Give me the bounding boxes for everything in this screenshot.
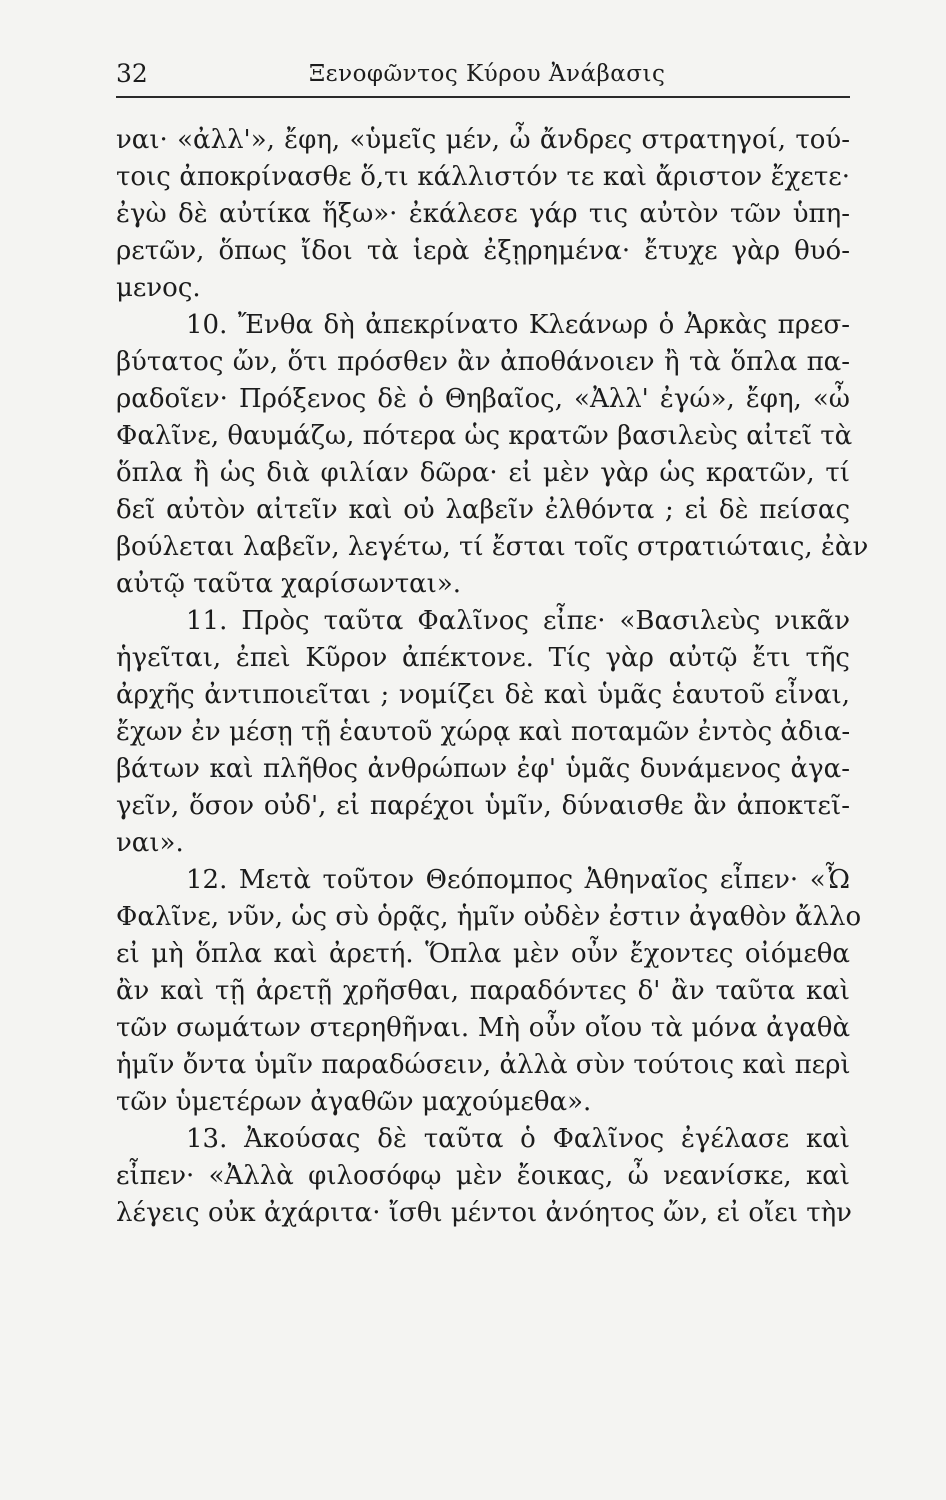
- text-line: εἶπεν· «Ἀλλὰ φιλοσόφῳ μὲν ἔοικας, ὦ νεανίσκε, καὶ: [116, 1161, 850, 1191]
- text-line: τῶν σωμάτων στερηθῆναι. Μὴ οὖν οἴου τὰ μόνα ἀγαθὰ: [116, 1013, 850, 1043]
- text-line: ἡγεῖται, ἐπεὶ Κῦρον ἀπέκτονε. Τίς γὰρ αὐτῷ ἔτι τῆς: [116, 643, 850, 673]
- text-line: Φαλῖνε, νῦν, ὡς σὺ ὁρᾷς, ἡμῖν οὐδὲν ἐστιν ἀγαθὸν ἄλλο: [116, 902, 862, 932]
- text-line: ἡμῖν ὄντα ὑμῖν παραδώσειν, ἀλλὰ σὺν τούτοις καὶ περὶ: [116, 1050, 851, 1080]
- text-line: ραδοῖεν· Πρόξενος δὲ ὁ Θηβαῖος, «Ἀλλ' ἐγώ», ἔφη, «ὦ: [116, 384, 850, 414]
- text-line: ἂν καὶ τῇ ἀρετῇ χρῆσθαι, παραδόντες δ' ἂν ταῦτα καὶ: [116, 976, 850, 1006]
- text-line: λέγεις οὐκ ἀχάριτα· ἴσθι μέντοι ἀνόητος ὤν, εἰ οἴει τὴν: [116, 1198, 852, 1228]
- text-line: εἰ μὴ ὅπλα καὶ ἀρετή. Ὅπλα μὲν οὖν ἔχοντες οἰόμεθα: [116, 939, 850, 969]
- text-line: ἀρχῆς ἀντιποιεῖται ; νομίζει δὲ καὶ ὑμᾶς ἑαυτοῦ εἶναι,: [116, 680, 850, 710]
- text-line: βύτατος ὤν, ὅτι πρόσθεν ἂν ἀποθάνοιεν ἢ τὰ ὅπλα πα-: [116, 347, 850, 377]
- text-line: βάτων καὶ πλῆθος ἀνθρώπων ἐφ' ὑμᾶς δυνάμενος ἀγα-: [116, 754, 850, 784]
- section-start-11: 11. Πρὸς ταῦτα Φαλῖνος εἶπε· «Βασιλεὺς νικᾶν: [186, 606, 850, 636]
- text-line: γεῖν, ὅσον οὐδ', εἰ παρέχοι ὑμῖν, δύναισθε ἂν ἀποκτεῖ-: [116, 791, 850, 821]
- text-line: ἐγὼ δὲ αὐτίκα ἥξω»· ἐκάλεσε γάρ τις αὐτὸν τῶν ὑπη-: [116, 199, 850, 229]
- text-line: ἔχων ἐν μέσῃ τῇ ἑαυτοῦ χώρᾳ καὶ ποταμῶν ἐντὸς ἀδια-: [116, 717, 851, 747]
- text-line: ὅπλα ἢ ὡς διὰ φιλίαν δῶρα· εἰ μὲν γὰρ ὡς κρατῶν, τί: [116, 458, 850, 488]
- text-line: ρετῶν, ὅπως ἴδοι τὰ ἱερὰ ἐξῃρημένα· ἔτυχε γὰρ θυό-: [116, 236, 850, 266]
- text-line: αὐτῷ ταῦτα χαρίσωνται».: [116, 569, 462, 599]
- section-start-13: 13. Ἀκούσας δὲ ταῦτα ὁ Φαλῖνος ἐγέλασε καὶ: [186, 1124, 850, 1154]
- text-line: μενος.: [116, 273, 201, 303]
- text-line: βούλεται λαβεῖν, λεγέτω, τί ἔσται τοῖς στρατιώταις, ἐὰν: [116, 532, 869, 562]
- text-line: τῶν ὑμετέρων ἀγαθῶν μαχούμεθα».: [116, 1087, 592, 1117]
- text-line: ναι· «ἀλλ'», ἔφη, «ὑμεῖς μέν, ὦ ἄνδρες στρατηγοί, τού-: [116, 125, 850, 155]
- page-number: 32: [116, 59, 148, 88]
- body-text: [116, 122, 869, 1232]
- text-line: δεῖ αὐτὸν αἰτεῖν καὶ οὐ λαβεῖν ἐλθόντα ; εἰ δὲ πείσας: [116, 495, 850, 525]
- text-line: Φαλῖνε, θαυμάζω, πότερα ὡς κρατῶν βασιλεὺς αἰτεῖ τὰ: [116, 421, 853, 451]
- section-start-10: 10. Ἔνθα δὴ ἀπεκρίνατο Κλεάνωρ ὁ Ἀρκὰς πρεσ-: [186, 310, 850, 340]
- text-line: ναι».: [116, 828, 184, 858]
- page-header: [116, 56, 850, 98]
- text-line: τοις ἀποκρίνασθε ὅ,τι κάλλιστόν τε καὶ ἄριστον ἔχετε·: [116, 162, 850, 192]
- running-title: Ξενοφῶντος Κύρου Ἀνάβασις: [309, 61, 666, 87]
- section-start-12: 12. Μετὰ τοῦτον Θεόπομπος Ἀθηναῖος εἶπεν· «Ὦ: [186, 865, 850, 895]
